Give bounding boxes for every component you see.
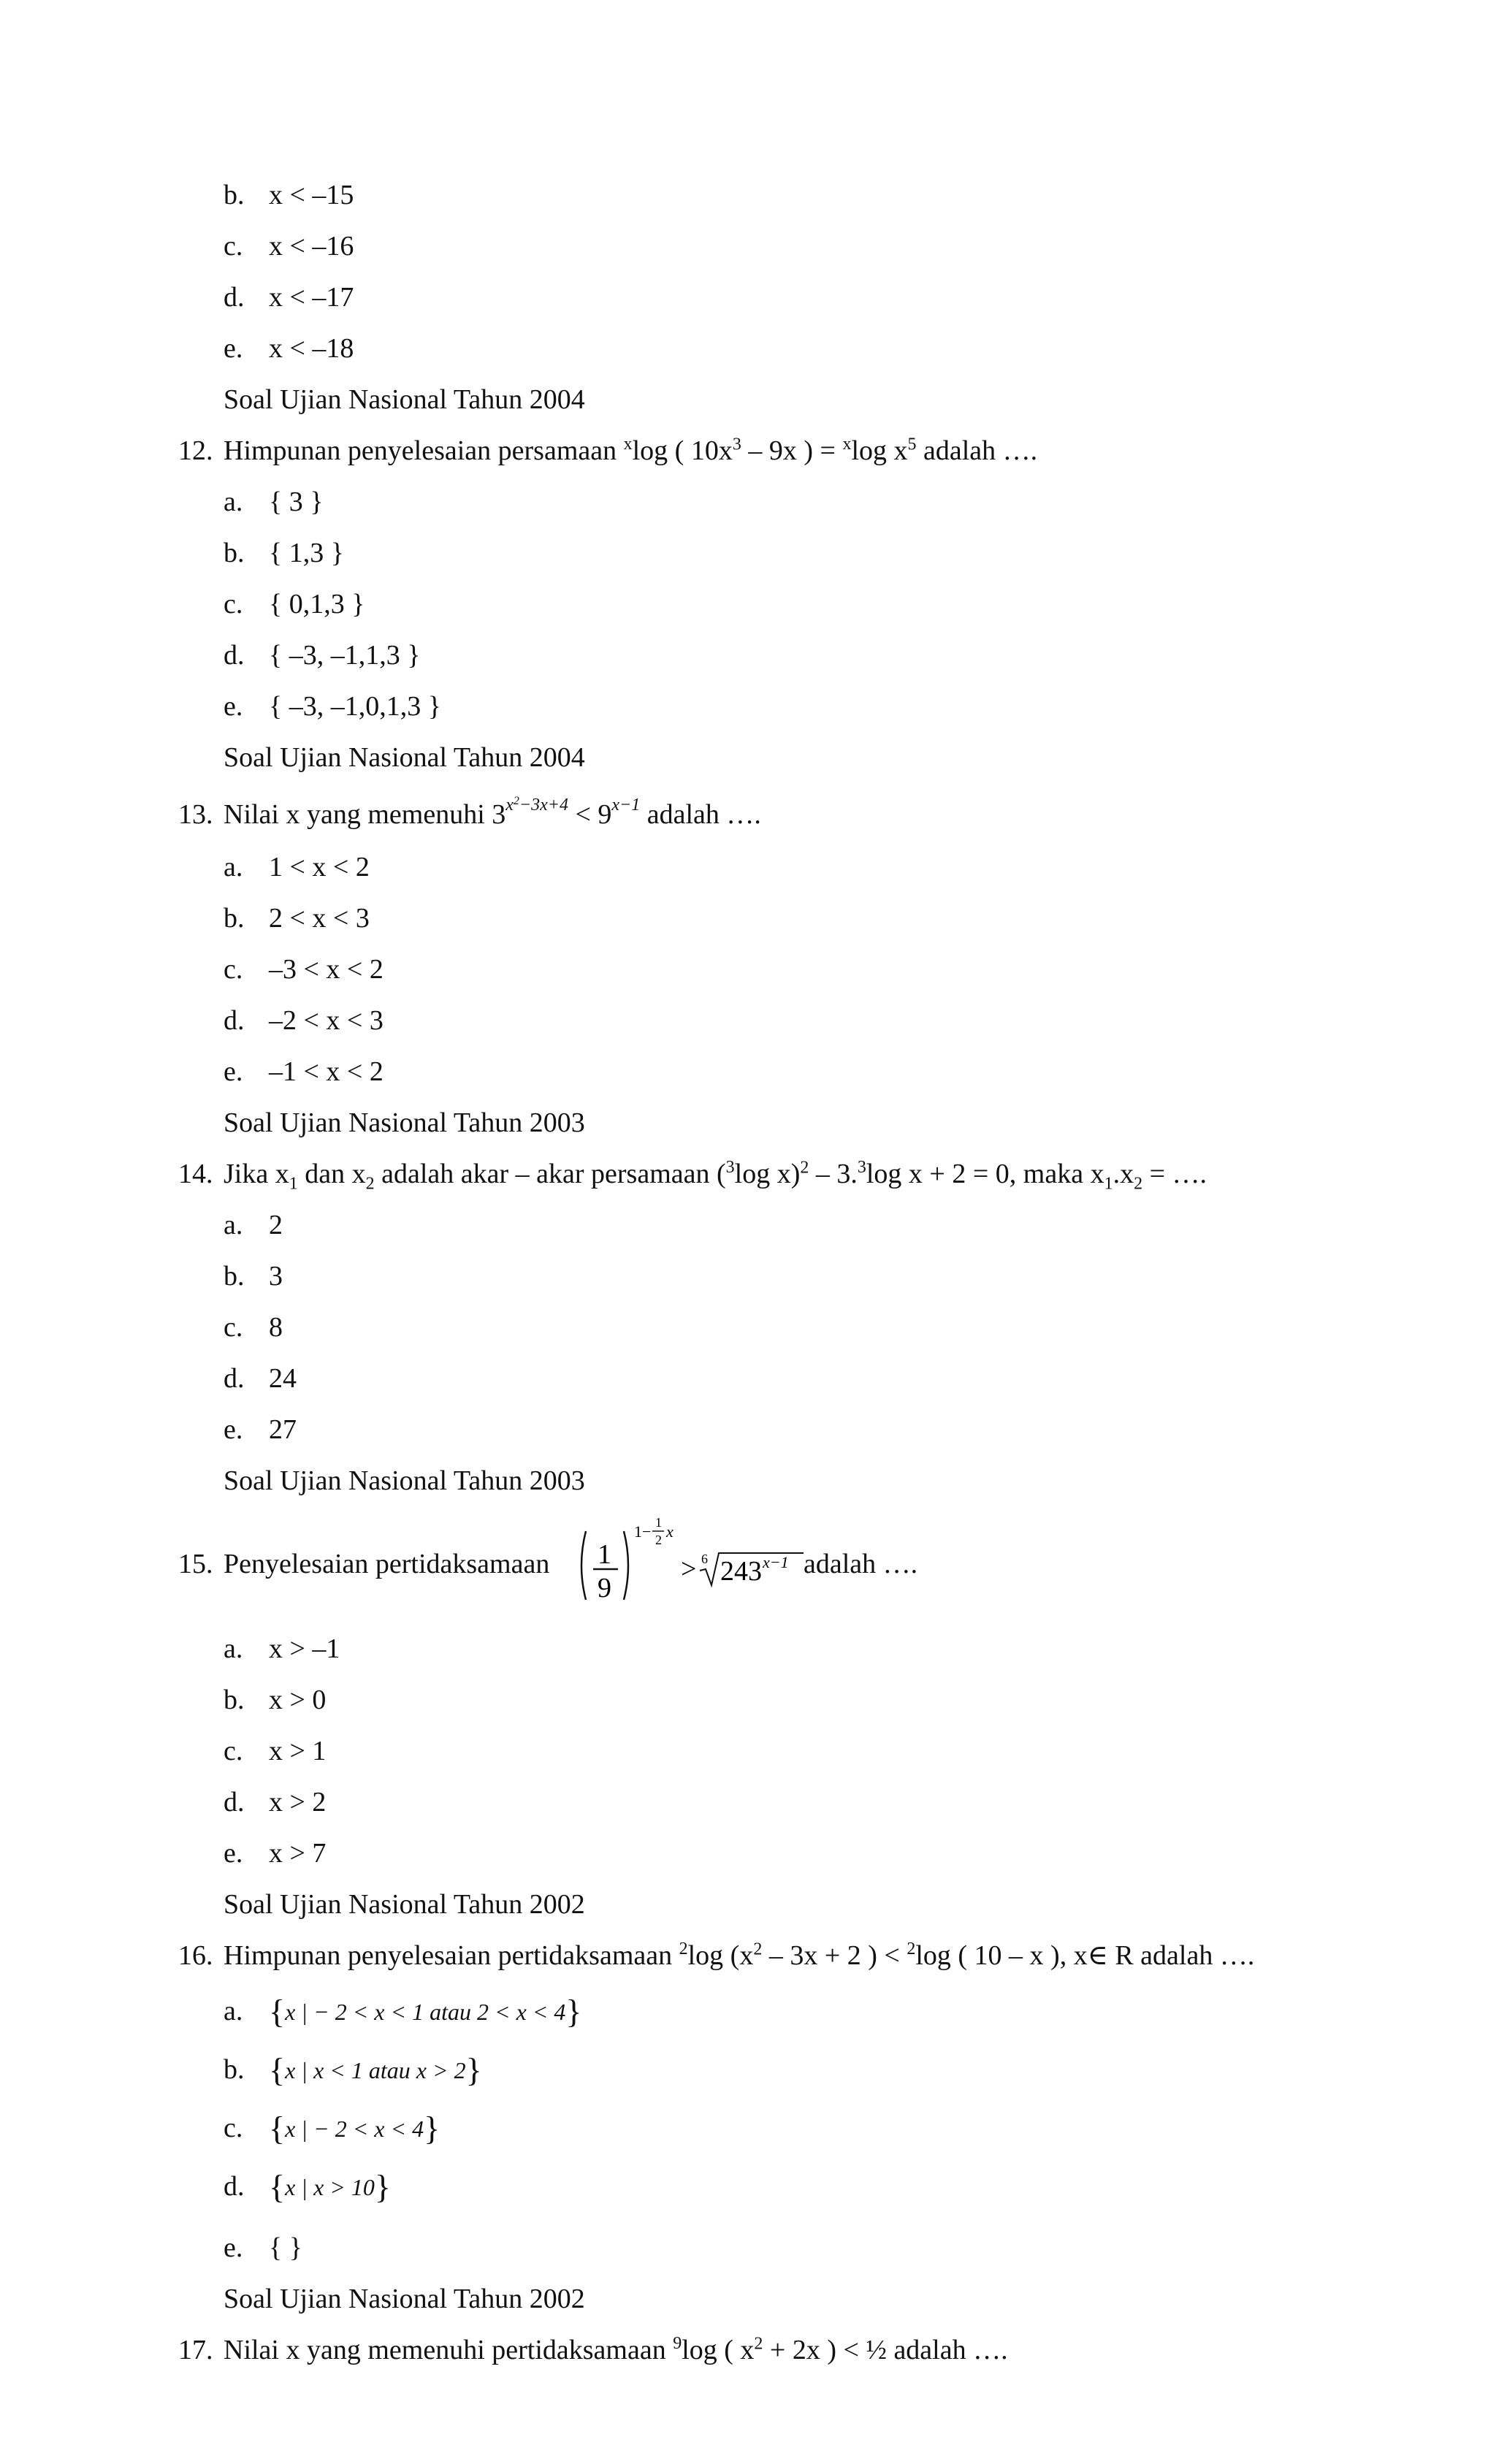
option-d bbox=[224, 1785, 326, 1819]
question-text: log ( x bbox=[682, 2335, 755, 2365]
exponential-formula bbox=[492, 795, 641, 830]
option-text: 1 < x < 2 bbox=[269, 852, 370, 882]
question-text: log (x bbox=[687, 1940, 754, 1971]
formula-base: 9 bbox=[598, 799, 612, 830]
root-index: 6 bbox=[701, 1552, 708, 1566]
exponent-fraction-numerator: 1 bbox=[655, 1515, 662, 1530]
option-b bbox=[224, 178, 354, 212]
option-d bbox=[224, 1362, 297, 1395]
option-text: x > 1 bbox=[269, 1736, 327, 1766]
option-letter: d. bbox=[224, 2171, 245, 2202]
exponent: 3 bbox=[732, 435, 741, 454]
option-letter: b. bbox=[224, 1261, 245, 1292]
exponent: 2 bbox=[754, 2334, 763, 2354]
option-letter: a. bbox=[224, 487, 243, 517]
exponent-part: 1− bbox=[634, 1522, 652, 1541]
set-brace-left: { bbox=[269, 2051, 286, 2089]
option-letter: e. bbox=[224, 1414, 243, 1445]
option-a bbox=[224, 850, 370, 884]
option-text: { –3, –1,1,3 } bbox=[269, 640, 421, 671]
question-16 bbox=[178, 1939, 1254, 1972]
option-c bbox=[224, 1311, 283, 1344]
source-note: Soal Ujian Nasional Tahun 2002 bbox=[224, 2284, 585, 2314]
option-b bbox=[224, 536, 344, 570]
option-letter: d. bbox=[224, 1787, 245, 1818]
question-text: Jika x bbox=[224, 1159, 289, 1189]
source-note: Soal Ujian Nasional Tahun 2003 bbox=[224, 1107, 585, 1138]
option-text: –2 < x < 3 bbox=[269, 1005, 383, 1036]
question-number: 17. bbox=[178, 2335, 213, 2365]
option-letter: e. bbox=[224, 2232, 243, 2263]
question-number: 13. bbox=[178, 799, 213, 830]
option-text: 24 bbox=[269, 1363, 297, 1394]
option-c bbox=[224, 2111, 440, 2145]
option-letter: b. bbox=[224, 1685, 245, 1715]
set-brace-right: } bbox=[565, 1993, 582, 2030]
question-17 bbox=[178, 2333, 1008, 2367]
formula-exponent-rest: −3x+4 bbox=[519, 796, 568, 815]
option-text: 8 bbox=[269, 1312, 283, 1343]
question-number: 12. bbox=[178, 435, 213, 466]
option-text: x > 2 bbox=[269, 1787, 327, 1818]
greater-than: > bbox=[681, 1554, 697, 1584]
right-paren bbox=[624, 1531, 628, 1600]
option-text: x < –17 bbox=[269, 282, 354, 313]
log-base: 9 bbox=[673, 2334, 682, 2353]
set-builder: x | − 2 < x < 4 bbox=[285, 2116, 424, 2142]
option-letter: c. bbox=[224, 2113, 243, 2143]
option-c bbox=[224, 1734, 326, 1768]
option-b bbox=[224, 2053, 482, 2087]
exponent: 2 bbox=[800, 1158, 809, 1178]
question-text: log ( 10 – x ), x∈ R adalah …. bbox=[915, 1940, 1255, 1971]
log-base: x bbox=[842, 435, 852, 454]
source-note: Soal Ujian Nasional Tahun 2003 bbox=[224, 1465, 585, 1496]
option-d bbox=[224, 1004, 383, 1037]
log-base: x bbox=[623, 435, 633, 454]
left-paren bbox=[581, 1531, 586, 1600]
question-text: – 3x + 2 ) < bbox=[762, 1940, 907, 1971]
set-builder: x | x < 1 atau x > 2 bbox=[285, 2057, 466, 2083]
question-number: 15. bbox=[178, 1549, 213, 1579]
option-letter: e. bbox=[224, 333, 243, 364]
option-letter: b. bbox=[224, 180, 245, 210]
option-letter: d. bbox=[224, 282, 245, 313]
option-text: x < –18 bbox=[269, 333, 354, 364]
subscript: 1 bbox=[289, 1174, 298, 1194]
question-text: log x + 2 = 0, maka x bbox=[866, 1159, 1104, 1189]
set-builder: x | − 2 < x < 1 atau 2 < x < 4 bbox=[285, 1999, 566, 2025]
option-letter: e. bbox=[224, 691, 243, 722]
option-letter: d. bbox=[224, 1363, 245, 1394]
log-base: 2 bbox=[907, 1939, 916, 1958]
option-text: x < –16 bbox=[269, 231, 354, 262]
formula-exponent-square: 2 bbox=[513, 795, 519, 807]
source-note: Soal Ujian Nasional Tahun 2004 bbox=[224, 742, 585, 773]
question-text: adalah …. bbox=[916, 435, 1038, 466]
formula-operator: < bbox=[568, 799, 598, 830]
option-letter: c. bbox=[224, 589, 243, 619]
option-letter: b. bbox=[224, 2054, 245, 2085]
question-text: Himpunan penyelesaian pertidaksamaan bbox=[224, 1940, 679, 1971]
option-c bbox=[224, 229, 354, 263]
option-c bbox=[224, 587, 365, 621]
source-note: Soal Ujian Nasional Tahun 2002 bbox=[224, 1889, 585, 1920]
option-text: { 3 } bbox=[269, 487, 324, 517]
option-e bbox=[224, 690, 441, 723]
option-letter: c. bbox=[224, 1736, 243, 1766]
question-text: Nilai x yang memenuhi pertidaksamaan bbox=[224, 2335, 673, 2365]
option-d bbox=[224, 2170, 391, 2204]
question-text: adalah …. bbox=[804, 1549, 918, 1579]
set-builder: x | x > 10 bbox=[285, 2174, 375, 2200]
formula-exponent-var: x bbox=[505, 796, 514, 815]
subscript: 1 bbox=[1104, 1174, 1113, 1194]
option-e bbox=[224, 332, 354, 365]
question-text: = …. bbox=[1142, 1159, 1207, 1189]
question-text: + 2x ) < ½ adalah …. bbox=[763, 2335, 1008, 2365]
option-a bbox=[224, 1994, 581, 2029]
question-text: – 9x ) = bbox=[741, 435, 843, 466]
question-text: log x) bbox=[734, 1159, 801, 1189]
exponent: 5 bbox=[907, 435, 917, 454]
option-a bbox=[224, 1632, 340, 1666]
question-14 bbox=[178, 1157, 1207, 1194]
subscript: 2 bbox=[1134, 1174, 1143, 1194]
option-letter: d. bbox=[224, 640, 245, 671]
option-text: { –3, –1,0,1,3 } bbox=[269, 691, 441, 722]
option-b bbox=[224, 1683, 326, 1717]
option-d bbox=[224, 281, 354, 314]
formula-exponent: x−1 bbox=[611, 796, 641, 815]
option-text: x > –1 bbox=[269, 1633, 340, 1664]
option-letter: a. bbox=[224, 1210, 243, 1240]
log-base: 3 bbox=[857, 1158, 866, 1177]
inequality-formula bbox=[576, 1511, 809, 1620]
fraction-numerator: 1 bbox=[598, 1539, 611, 1570]
option-letter: c. bbox=[224, 954, 243, 985]
question-12 bbox=[178, 434, 1037, 468]
question-13 bbox=[178, 795, 761, 831]
option-d bbox=[224, 638, 420, 672]
option-b bbox=[224, 1259, 283, 1293]
option-text: 2 < x < 3 bbox=[269, 903, 370, 934]
option-e bbox=[224, 1413, 297, 1446]
exponent-fraction-denominator: 2 bbox=[655, 1533, 662, 1547]
option-text: x > 7 bbox=[269, 1838, 327, 1869]
set-brace-left: { bbox=[269, 1993, 286, 2030]
exponent: 2 bbox=[753, 1939, 763, 1959]
option-letter: d. bbox=[224, 1005, 245, 1036]
log-base: 2 bbox=[679, 1939, 688, 1958]
question-number: 14. bbox=[178, 1159, 213, 1189]
exponent-variable: x bbox=[666, 1522, 673, 1541]
question-text: adalah …. bbox=[640, 799, 761, 830]
question-text: – 3. bbox=[809, 1159, 858, 1189]
set-brace-left: { bbox=[269, 2110, 286, 2147]
option-e bbox=[224, 1836, 326, 1870]
option-a bbox=[224, 1208, 283, 1242]
option-letter: a. bbox=[224, 1996, 243, 2026]
radicand-exponent: x−1 bbox=[763, 1553, 789, 1571]
option-letter: c. bbox=[224, 1312, 243, 1343]
set-brace-right: } bbox=[424, 2110, 440, 2147]
option-letter: b. bbox=[224, 903, 245, 934]
log-base: 3 bbox=[725, 1158, 735, 1177]
subscript: 2 bbox=[365, 1174, 375, 1194]
question-text: log x bbox=[851, 435, 908, 466]
option-text: { 1,3 } bbox=[269, 538, 344, 568]
question-text: dan x bbox=[297, 1159, 366, 1189]
question-text: Penyelesaian pertidaksamaan bbox=[224, 1549, 550, 1579]
option-text: 2 bbox=[269, 1210, 283, 1240]
question-text: Nilai x yang memenuhi bbox=[224, 799, 492, 830]
option-text: { 0,1,3 } bbox=[269, 589, 365, 619]
source-note: Soal Ujian Nasional Tahun 2004 bbox=[224, 384, 585, 415]
formula-base: 3 bbox=[492, 799, 506, 830]
option-b bbox=[224, 901, 370, 935]
set-brace-right: } bbox=[465, 2051, 482, 2089]
fraction-denominator: 9 bbox=[598, 1573, 611, 1603]
question-text: adalah akar – akar persamaan ( bbox=[374, 1159, 726, 1189]
option-e bbox=[224, 1055, 383, 1088]
option-letter: a. bbox=[224, 852, 243, 882]
option-text: –3 < x < 2 bbox=[269, 954, 383, 985]
question-number: 16. bbox=[178, 1940, 213, 1971]
option-e bbox=[224, 2231, 302, 2265]
question-15 bbox=[178, 1547, 549, 1581]
option-text: –1 < x < 2 bbox=[269, 1056, 383, 1087]
formula-exponent bbox=[505, 796, 568, 815]
radicand: 243 bbox=[720, 1556, 762, 1587]
option-text: 3 bbox=[269, 1261, 283, 1292]
option-c bbox=[224, 953, 383, 986]
option-letter: e. bbox=[224, 1838, 243, 1869]
set-brace-right: } bbox=[374, 2168, 391, 2205]
option-text: x < –15 bbox=[269, 180, 354, 210]
option-text: 27 bbox=[269, 1414, 297, 1445]
option-letter: b. bbox=[224, 538, 245, 568]
question-text: log ( 10x bbox=[632, 435, 733, 466]
option-letter: e. bbox=[224, 1056, 243, 1087]
question-text: .x bbox=[1113, 1159, 1134, 1189]
option-letter: c. bbox=[224, 231, 243, 262]
option-text: { } bbox=[269, 2232, 302, 2263]
option-letter: a. bbox=[224, 1633, 243, 1664]
question-text: Himpunan penyelesaian persamaan bbox=[224, 435, 624, 466]
option-a bbox=[224, 485, 323, 519]
option-text: x > 0 bbox=[269, 1685, 327, 1715]
set-brace-left: { bbox=[269, 2168, 286, 2205]
